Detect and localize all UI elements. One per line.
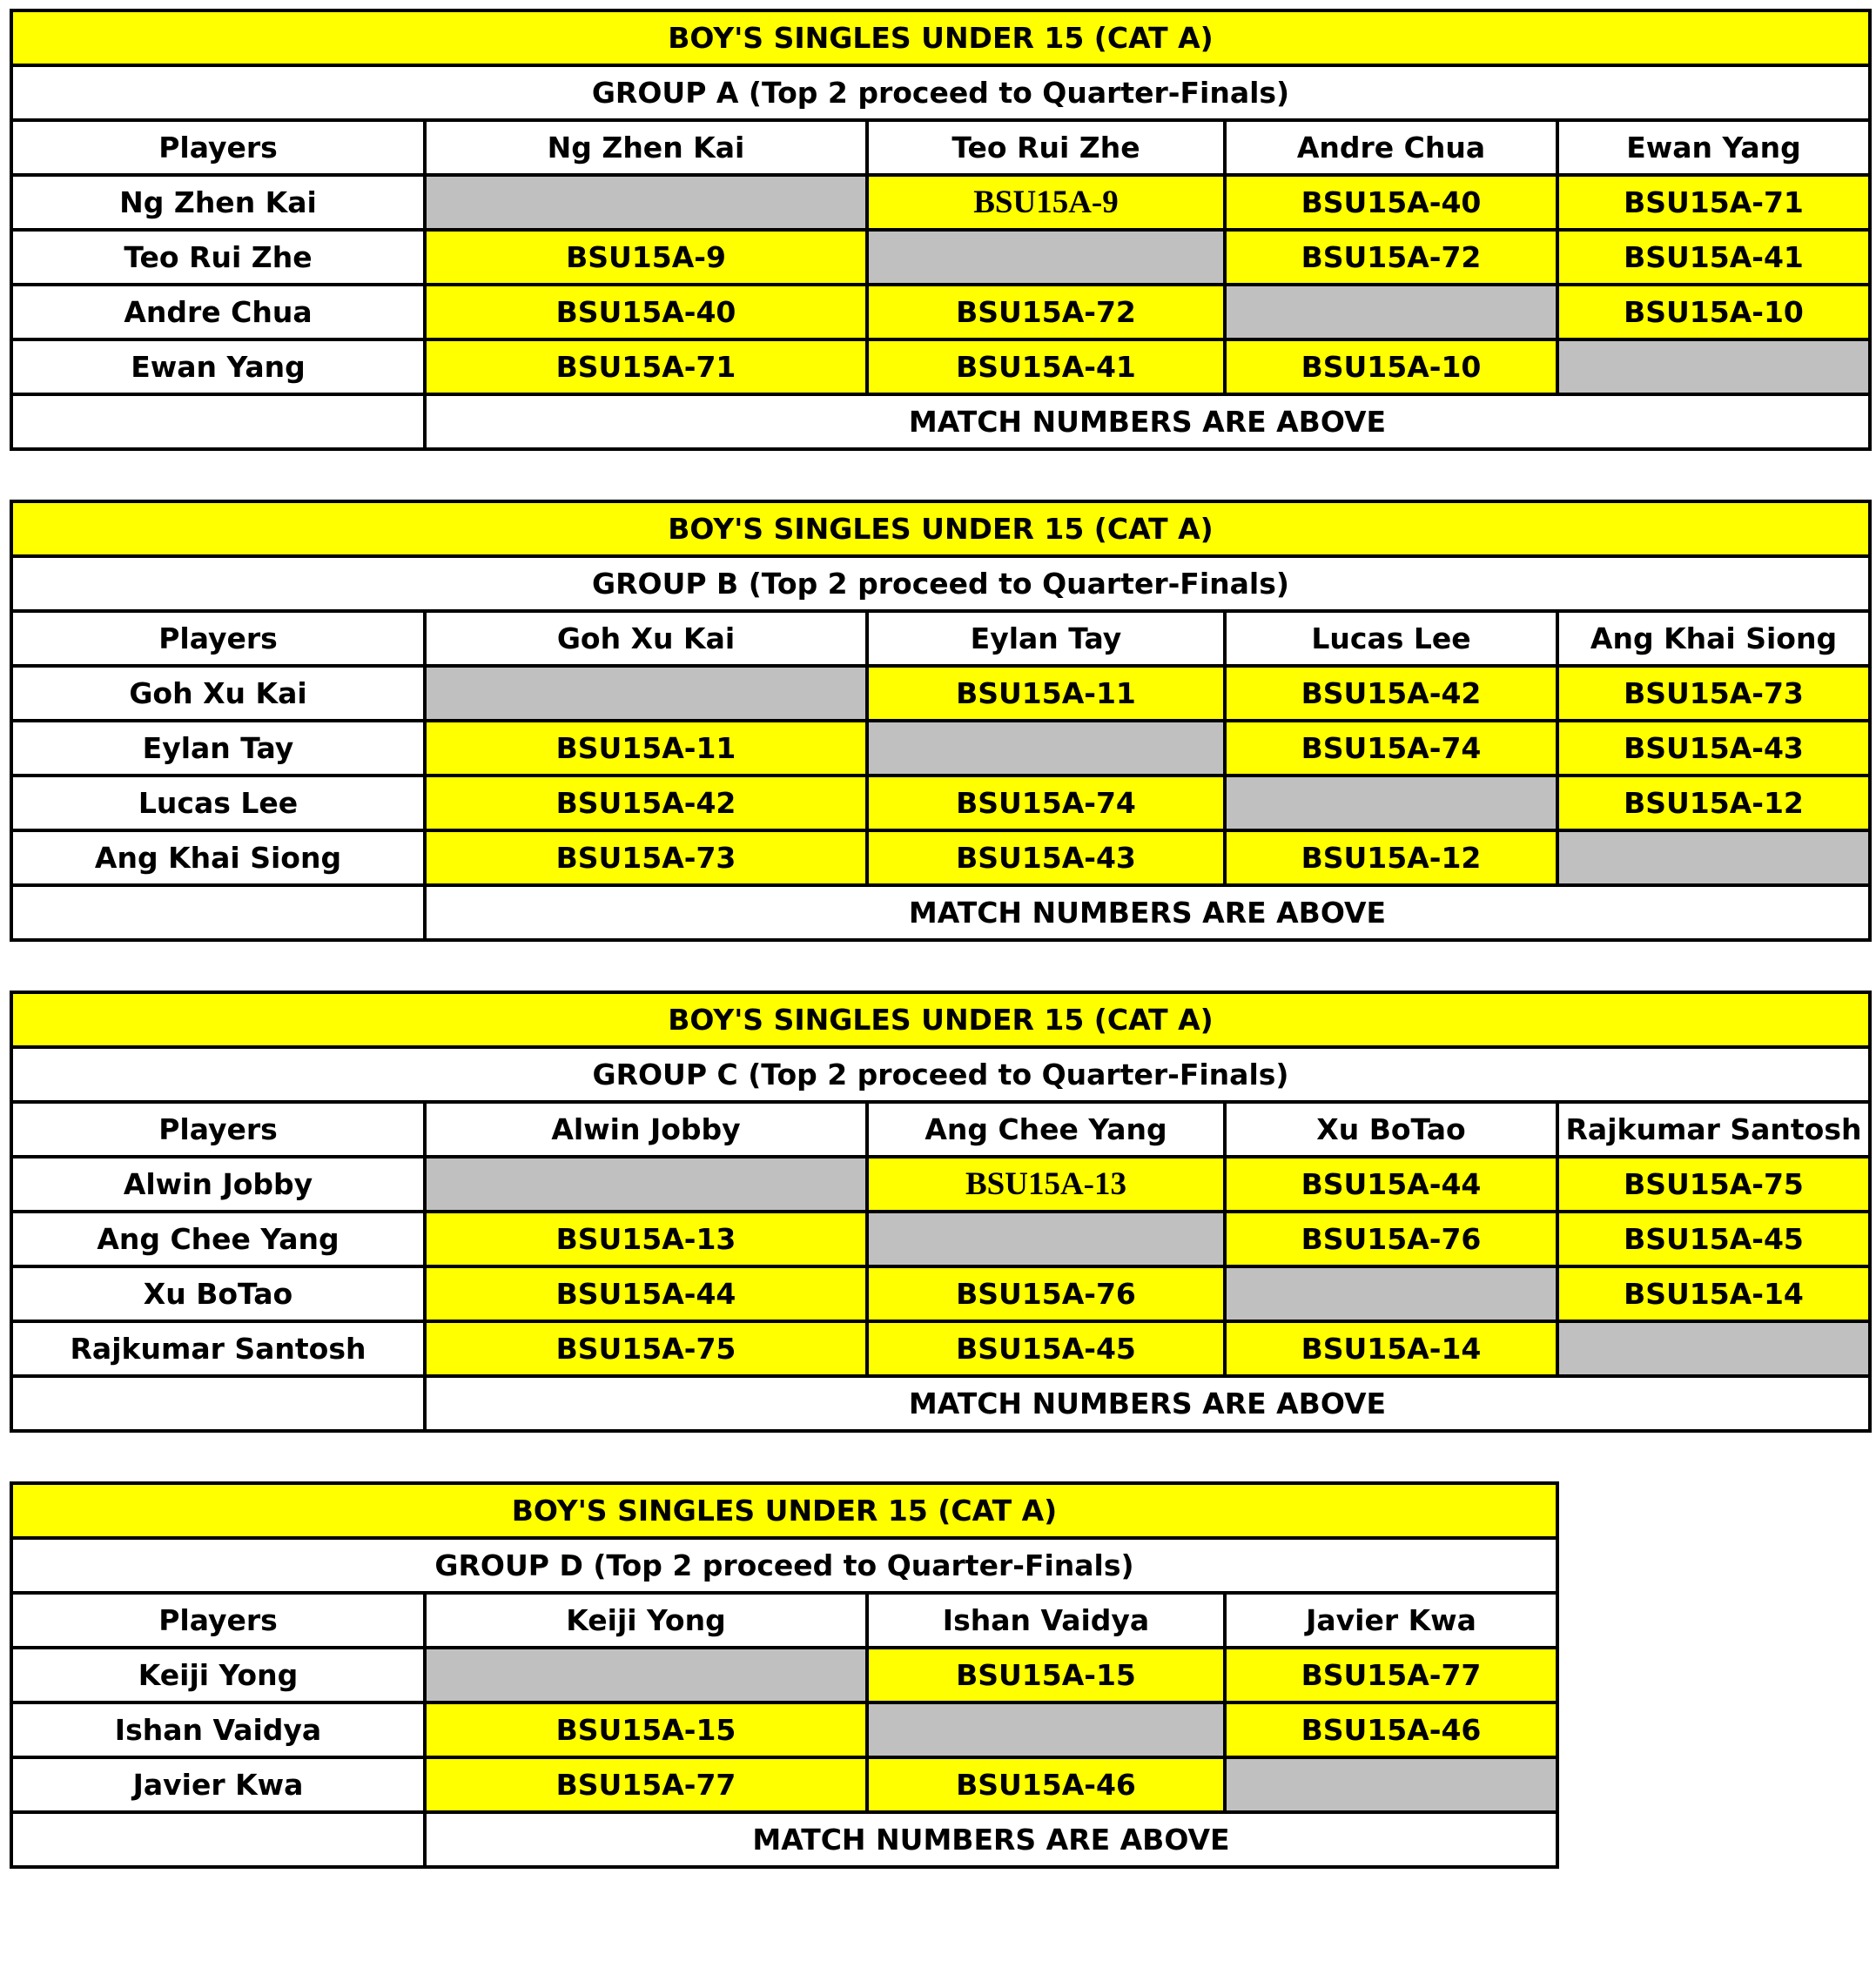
group-table — [10, 500, 1872, 942]
footer-note: MATCH NUMBERS ARE ABOVE — [425, 394, 1870, 449]
match-number-cell: BSU15A-11 — [867, 666, 1225, 721]
table-row — [11, 230, 1870, 285]
table-row — [11, 666, 1870, 721]
match-number-cell: BSU15A-40 — [425, 285, 867, 339]
match-number-cell: BSU15A-12 — [1225, 830, 1557, 885]
match-number-cell: BSU15A-45 — [1557, 1212, 1870, 1266]
row-player-name: Alwin Jobby — [11, 1157, 425, 1212]
column-header: Ewan Yang — [1557, 120, 1870, 175]
column-header: Eylan Tay — [867, 611, 1225, 666]
blank-cell — [1557, 339, 1870, 394]
column-header: Andre Chua — [1225, 120, 1557, 175]
match-number-cell: BSU15A-75 — [425, 1321, 867, 1376]
table-row — [11, 339, 1870, 394]
group-title: BOY'S SINGLES UNDER 15 (CAT A) — [11, 501, 1870, 556]
table-row — [11, 1157, 1870, 1212]
blank-cell — [425, 175, 867, 230]
row-player-name: Eylan Tay — [11, 721, 425, 776]
table-row — [11, 776, 1870, 830]
group-title: BOY'S SINGLES UNDER 15 (CAT A) — [11, 10, 1870, 65]
group-table — [10, 9, 1872, 451]
match-number-cell: BSU15A-41 — [1557, 230, 1870, 285]
row-player-name: Ng Zhen Kai — [11, 175, 425, 230]
match-number-cell: BSU15A-43 — [867, 830, 1225, 885]
row-player-name: Lucas Lee — [11, 776, 425, 830]
match-number-cell: BSU15A-9 — [867, 175, 1225, 230]
table-row — [11, 1648, 1557, 1702]
table-row — [11, 1757, 1557, 1812]
match-number-cell: BSU15A-10 — [1225, 339, 1557, 394]
players-header: Players — [11, 611, 425, 666]
footer-note: MATCH NUMBERS ARE ABOVE — [425, 1812, 1557, 1867]
group-table — [10, 1481, 1559, 1869]
match-number-cell: BSU15A-11 — [425, 721, 867, 776]
row-player-name: Ishan Vaidya — [11, 1702, 425, 1757]
footer-empty-cell — [11, 1376, 425, 1431]
group-subtitle: GROUP A (Top 2 proceed to Quarter-Finals) — [11, 65, 1870, 120]
players-header: Players — [11, 1102, 425, 1157]
match-number-cell: BSU15A-74 — [867, 776, 1225, 830]
row-player-name: Teo Rui Zhe — [11, 230, 425, 285]
column-header: Goh Xu Kai — [425, 611, 867, 666]
table-row — [11, 175, 1870, 230]
match-number-cell: BSU15A-9 — [425, 230, 867, 285]
column-header: Rajkumar Santosh — [1557, 1102, 1870, 1157]
match-number-cell: BSU15A-76 — [867, 1266, 1225, 1321]
match-number-cell: BSU15A-44 — [1225, 1157, 1557, 1212]
row-player-name: Javier Kwa — [11, 1757, 425, 1812]
row-player-name: Goh Xu Kai — [11, 666, 425, 721]
blank-cell — [1557, 1321, 1870, 1376]
table-row — [11, 1321, 1870, 1376]
match-number-cell: BSU15A-46 — [1225, 1702, 1557, 1757]
blank-cell — [425, 666, 867, 721]
group-subtitle: GROUP C (Top 2 proceed to Quarter-Finals) — [11, 1047, 1870, 1102]
group-title: BOY'S SINGLES UNDER 15 (CAT A) — [11, 992, 1870, 1047]
group-subtitle: GROUP B (Top 2 proceed to Quarter-Finals) — [11, 556, 1870, 611]
match-number-cell: BSU15A-73 — [425, 830, 867, 885]
match-number-cell: BSU15A-71 — [425, 339, 867, 394]
row-player-name: Ang Chee Yang — [11, 1212, 425, 1266]
blank-cell — [867, 721, 1225, 776]
match-number-cell: BSU15A-43 — [1557, 721, 1870, 776]
column-header: Keiji Yong — [425, 1593, 867, 1648]
row-player-name: Andre Chua — [11, 285, 425, 339]
blank-cell — [867, 1702, 1225, 1757]
match-number-cell: BSU15A-10 — [1557, 285, 1870, 339]
footer-note: MATCH NUMBERS ARE ABOVE — [425, 1376, 1870, 1431]
match-number-cell: BSU15A-74 — [1225, 721, 1557, 776]
match-number-cell: BSU15A-15 — [425, 1702, 867, 1757]
match-number-cell: BSU15A-42 — [425, 776, 867, 830]
match-number-cell: BSU15A-76 — [1225, 1212, 1557, 1266]
column-header: Ng Zhen Kai — [425, 120, 867, 175]
column-header: Xu BoTao — [1225, 1102, 1557, 1157]
column-header: Javier Kwa — [1225, 1593, 1557, 1648]
table-row — [11, 830, 1870, 885]
blank-cell — [425, 1157, 867, 1212]
footer-empty-cell — [11, 1812, 425, 1867]
match-number-cell: BSU15A-72 — [1225, 230, 1557, 285]
players-header: Players — [11, 120, 425, 175]
match-number-cell: BSU15A-42 — [1225, 666, 1557, 721]
row-player-name: Keiji Yong — [11, 1648, 425, 1702]
match-number-cell: BSU15A-12 — [1557, 776, 1870, 830]
row-player-name: Xu BoTao — [11, 1266, 425, 1321]
column-header: Alwin Jobby — [425, 1102, 867, 1157]
round-robin-sheet — [10, 9, 1874, 1917]
table-row — [11, 721, 1870, 776]
footer-empty-cell — [11, 885, 425, 940]
row-player-name: Ang Khai Siong — [11, 830, 425, 885]
column-header: Ang Khai Siong — [1557, 611, 1870, 666]
group-table — [10, 991, 1872, 1433]
column-header: Ishan Vaidya — [867, 1593, 1225, 1648]
group-title: BOY'S SINGLES UNDER 15 (CAT A) — [11, 1483, 1557, 1538]
footer-note: MATCH NUMBERS ARE ABOVE — [425, 885, 1870, 940]
match-number-cell: BSU15A-14 — [1225, 1321, 1557, 1376]
blank-cell — [1557, 830, 1870, 885]
column-header: Ang Chee Yang — [867, 1102, 1225, 1157]
match-number-cell: BSU15A-45 — [867, 1321, 1225, 1376]
table-row — [11, 1702, 1557, 1757]
match-number-cell: BSU15A-40 — [1225, 175, 1557, 230]
match-number-cell: BSU15A-77 — [425, 1757, 867, 1812]
match-number-cell: BSU15A-41 — [867, 339, 1225, 394]
footer-empty-cell — [11, 394, 425, 449]
match-number-cell: BSU15A-73 — [1557, 666, 1870, 721]
blank-cell — [1225, 776, 1557, 830]
group-subtitle: GROUP D (Top 2 proceed to Quarter-Finals) — [11, 1538, 1557, 1593]
match-number-cell: BSU15A-13 — [425, 1212, 867, 1266]
column-header: Teo Rui Zhe — [867, 120, 1225, 175]
match-number-cell: BSU15A-72 — [867, 285, 1225, 339]
column-header: Lucas Lee — [1225, 611, 1557, 666]
row-player-name: Rajkumar Santosh — [11, 1321, 425, 1376]
match-number-cell: BSU15A-77 — [1225, 1648, 1557, 1702]
blank-cell — [1225, 1757, 1557, 1812]
match-number-cell: BSU15A-15 — [867, 1648, 1225, 1702]
players-header: Players — [11, 1593, 425, 1648]
table-row — [11, 1266, 1870, 1321]
match-number-cell: BSU15A-71 — [1557, 175, 1870, 230]
match-number-cell: BSU15A-75 — [1557, 1157, 1870, 1212]
blank-cell — [1225, 285, 1557, 339]
table-row — [11, 285, 1870, 339]
match-number-cell: BSU15A-14 — [1557, 1266, 1870, 1321]
match-number-cell: BSU15A-44 — [425, 1266, 867, 1321]
match-number-cell: BSU15A-46 — [867, 1757, 1225, 1812]
match-number-cell: BSU15A-13 — [867, 1157, 1225, 1212]
blank-cell — [867, 1212, 1225, 1266]
blank-cell — [1225, 1266, 1557, 1321]
row-player-name: Ewan Yang — [11, 339, 425, 394]
table-row — [11, 1212, 1870, 1266]
blank-cell — [867, 230, 1225, 285]
blank-cell — [425, 1648, 867, 1702]
